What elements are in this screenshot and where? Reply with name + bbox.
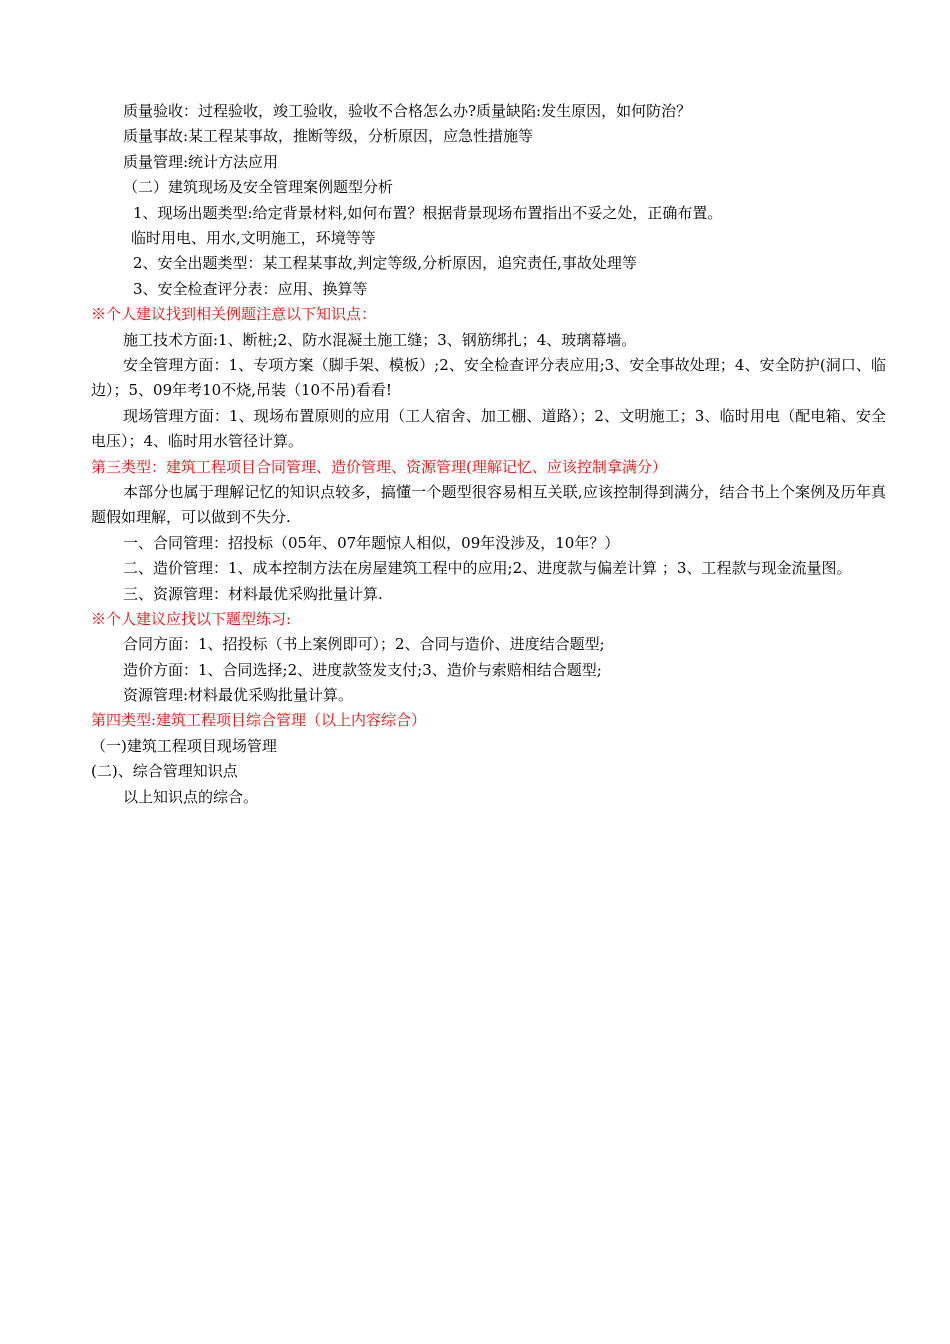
text-line: 一、合同管理：招投标（05年、07年题惊人相似，09年没涉及，10年？） — [123, 533, 620, 552]
text-line: 临时用电、用水,文明施工，环境等等 — [131, 228, 376, 247]
text-line: 资源管理:材料最优采购批量计算。 — [123, 686, 354, 705]
text-paragraph: 二、造价管理：1、成本控制方法在房屋建筑工程中的应用;2、进度款与偏差计算 ；3、工程款与现金流量图。 — [123, 559, 852, 578]
text-line: 质量验收：过程验收，竣工验收，验收不合格怎么办?质量缺陷:发生原因，如何防治？ — [123, 102, 692, 120]
highlight-note: ※个人建议找到相关例题注意以下知识点： — [91, 305, 377, 324]
note-suffix: 题型练习: — [226, 609, 292, 628]
section-heading: （二）建筑现场及安全管理案例题型分析 — [123, 178, 394, 197]
text-line: 合同方面：1、招投标（书上案例即可）；2、合同与造价、进度结合题型; — [123, 635, 605, 654]
text-line: （一)建筑工程项目现场管理 — [91, 736, 277, 755]
note-prefix: ※个人建议应找以下 — [91, 609, 227, 628]
text-line: 3、安全检查评分表：应用、换算等 — [133, 279, 368, 298]
highlight-note — [91, 607, 886, 632]
text-line: 三、资源管理：材料最优采购批量计算. — [123, 584, 383, 603]
text-line: (二)、综合管理知识点 — [91, 762, 238, 781]
text-line: 质量事故:某工程某事故，推断等级，分析原因，应急性措施等 — [123, 127, 534, 146]
text-paragraph: 安全管理方面：1、专项方案（脚手架、模板）;2、安全检查评分表应用;3、安全事故处理；4、安全防护(洞口、临边）；5、09年考10不烧,吊装（10不吊)看看! — [91, 355, 886, 400]
text-paragraph: 本部分也属于理解记忆的知识点较多，搞懂一个题型很容易相互关联,应该控制得到满分，结合书上个案例及历年真题假如理解，可以做到不失分. — [91, 482, 886, 527]
text-line: 1、现场出题类型:给定背景材料,如何布置？根据背景现场布置指出不妥之处，正确布置。 — [133, 203, 723, 222]
text-line: 施工技术方面:1、断桩;2、防水混凝土施工缝；3、钢筋绑扎；4、玻璃幕墙。 — [123, 330, 637, 349]
text-line: 质量管理:统计方法应用 — [123, 152, 279, 171]
text-line: 造价方面：1、合同选择;2、进度款签发支付;3、造价与索赔相结合题型; — [123, 660, 602, 679]
text-line: 以上知识点的综合。 — [123, 787, 259, 806]
type-heading: 第三类型：建筑工程项目合同管理、造价管理、资源管理(理解记忆、应该控制拿满分） — [91, 457, 667, 476]
type-heading: 第四类型:建筑工程项目综合管理（以上内容综合） — [91, 711, 427, 730]
text-paragraph: 现场管理方面：1、现场布置原则的应用（工人宿舍、加工棚、道路）；2、文明施工；3、临时用电（配电箱、安全电压）；4、临时用水管径计算。 — [91, 406, 886, 451]
text-line: 2、安全出题类型：某工程某事故,判定等级,分析原因，追究责任,事故处理等 — [133, 254, 637, 273]
